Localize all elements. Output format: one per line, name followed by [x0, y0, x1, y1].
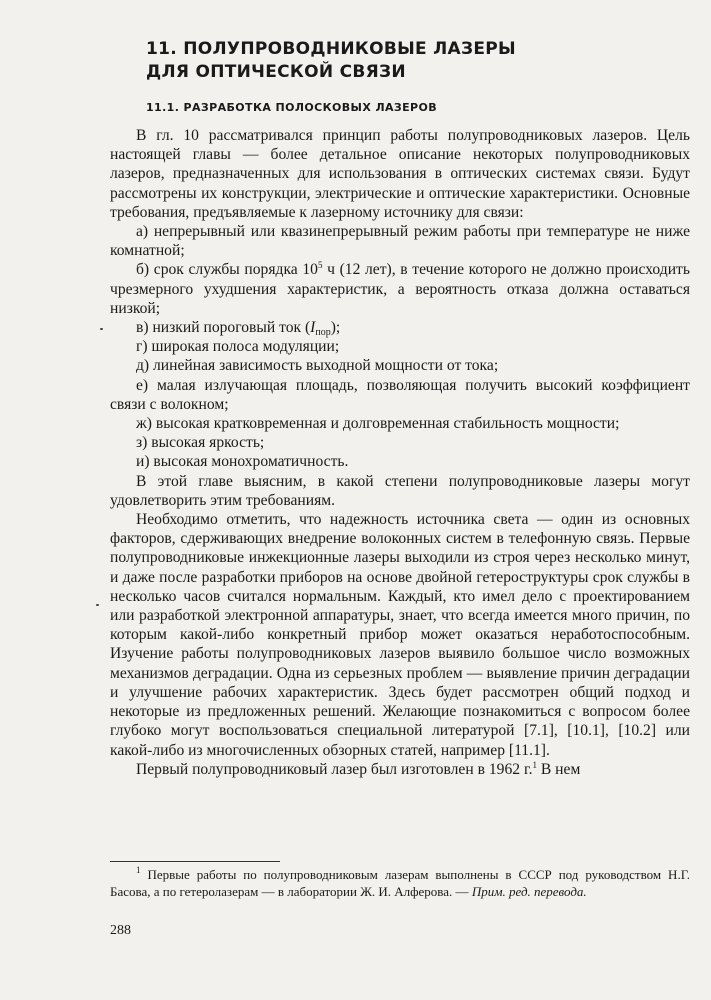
scan-speck	[100, 328, 103, 330]
requirement-v	[110, 318, 690, 337]
requirement-e: е) малая излучающая площадь, позволяющая получить высокий коэффициент связи с волокном;	[110, 376, 690, 413]
page-number: 288	[110, 923, 131, 938]
footnote-text	[110, 866, 690, 900]
requirement-zh: ж) высокая кратковременная и долговременная стабильность мощности;	[136, 415, 620, 433]
body-text	[110, 126, 690, 779]
requirement-z: з) высокая яркость;	[136, 434, 265, 452]
paragraph-3: Необходимо отметить, что надежность источника света — один из основных факторов, сдерживающих внедрение волоконных систем в телефонную связь. Первые полупроводниковые инжекционные лазеры выходили из строя через несколько минут, и даже после разработки приборов на основе двойной гетероструктуры срок службы в несколько часов считался нормальным. Каждый, кто имел дело с проектированием или разработкой электронной аппаратуры, знает, что всегда имеется много причин, по которым какой-либо конкретный прибор может оказаться неработоспособным. Изучение работы полупроводниковых лазеров выявило большое число возможных механизмов деградации. Одна из серьезных проблем — выявление причин деградации и улучшение рабочих характеристик. Здесь будет рассмотрен общий подход и некоторые из предложенных решений. Желающие познакомиться с вопросом более глубоко могут воспользоваться специальной литературой [7.1], [10.1], [10.2] или какой-либо из многочисленных обзорных статей, например [11.1].	[110, 511, 690, 759]
requirement-b	[110, 260, 690, 318]
footnote-editor-note: Прим. ред. перевода.	[471, 884, 587, 899]
requirement-b-exponent: 5	[317, 260, 323, 271]
chapter-title	[146, 38, 666, 84]
footnote-divider	[110, 861, 280, 862]
chapter-title-line-2: ДЛЯ ОПТИЧЕСКОЙ СВЯЗИ	[146, 62, 406, 82]
paragraph-2: В этой главе выясним, в какой степени полупроводниковые лазеры могут удовлетворить этим требованиям.	[110, 472, 690, 509]
requirement-a: а) непрерывный или квазинепрерывный режим работы при температуре не ниже комнатной;	[110, 223, 690, 260]
requirement-d: д) линейная зависимость выходной мощности от тока;	[136, 357, 499, 375]
scan-speck	[96, 604, 99, 606]
paragraph-4-rest: В нем	[536, 760, 581, 778]
requirement-v-rest: );	[330, 319, 341, 337]
section-title: 11.1. РАЗРАБОТКА ПОЛОСКОВЫХ ЛАЗЕРОВ	[146, 101, 438, 114]
paragraph-4	[110, 760, 690, 779]
requirement-b-rest: ч (12 лет), в течение которого не должно происходить чрезмерного ухудшения характеристик, а вероятность отказа должна оставаться низкой;	[110, 261, 690, 317]
footnote	[110, 866, 690, 900]
threshold-current-symbol: I	[310, 319, 316, 337]
requirement-b-text: б) срок службы порядка 10	[136, 261, 318, 279]
footnote-body: Первые работы по полупроводниковым лазерам выполнены в СССР под руководством Н.Г. Басова, а по гетеролазерам — в лаборатории Ж. И. Алферова. —	[110, 867, 690, 899]
intro-paragraph: В гл. 10 рассматривался принцип работы полупроводниковых лазеров. Цель настоящей главы — более детальное описание некоторых полупроводниковых лазеров, предназначенных для использования в оптических системах связи. Будут рассмотрены их конструкции, электрические и оптические характеристики. Основные требования, предъявляемые к лазерному источнику для связи:	[110, 127, 690, 221]
threshold-current-subscript: пор	[315, 327, 331, 339]
chapter-title-line-1: 11. ПОЛУПРОВОДНИКОВЫЕ ЛАЗЕРЫ	[146, 39, 516, 59]
requirement-v-text: в) низкий пороговый ток (	[136, 319, 311, 337]
requirement-g: г) широкая полоса модуляции;	[136, 338, 340, 356]
footnote-reference: 1	[532, 759, 537, 770]
paragraph-4-text: Первый полупроводниковый лазер был изготовлен в 1962 г.	[136, 760, 533, 778]
requirement-i: и) высокая монохроматичность.	[136, 453, 349, 471]
footnote-marker: 1	[136, 865, 141, 875]
